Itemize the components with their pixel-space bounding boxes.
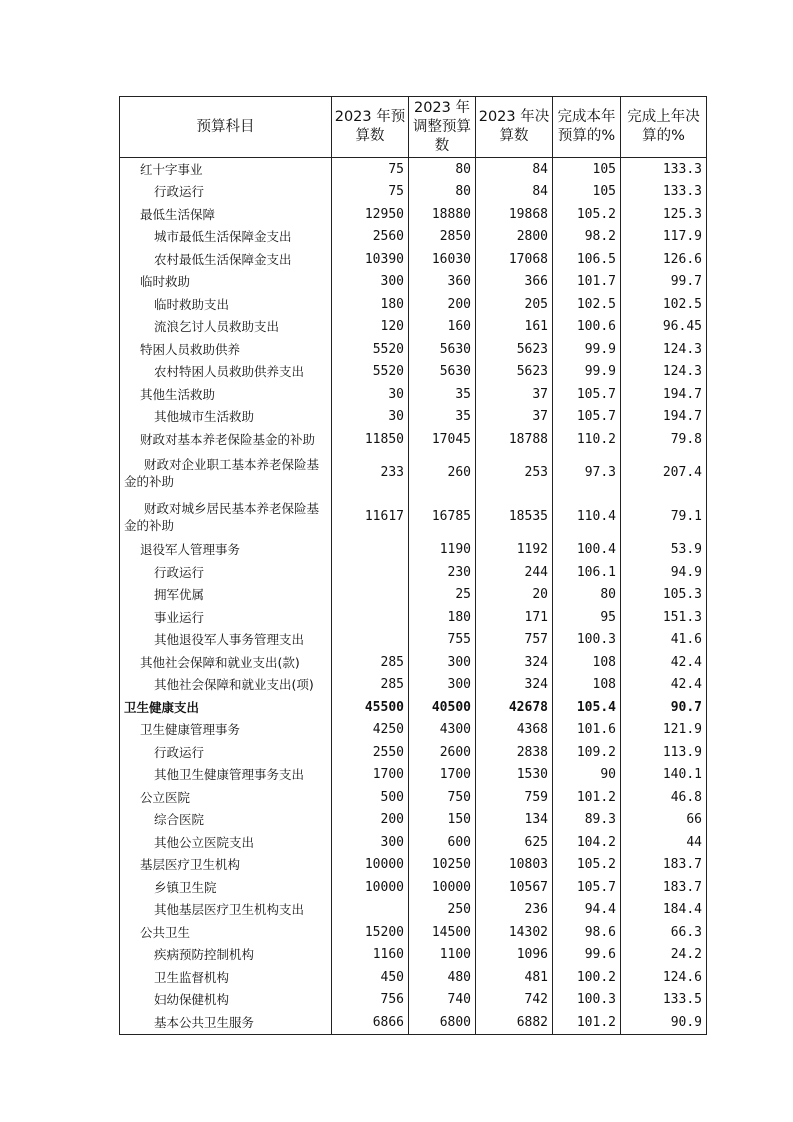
row-subject: 其他社会保障和就业支出(款)	[120, 651, 332, 674]
cell-rate-last: 113.9	[621, 741, 707, 764]
header-row	[120, 97, 707, 158]
cell-rate-last: 79.1	[621, 495, 707, 539]
cell-rate-budget: 98.6	[553, 921, 621, 944]
cell-adjusted: 2600	[409, 741, 476, 764]
cell-rate-last: 184.4	[621, 899, 707, 922]
row-subject: 临时救助	[120, 271, 332, 294]
cell-final: 17068	[476, 248, 553, 271]
cell-rate-last: 102.5	[621, 293, 707, 316]
cell-budget: 6866	[332, 1011, 409, 1034]
row-subject: 卫生健康支出	[120, 696, 332, 719]
row-subject: 农村最低生活保障金支出	[120, 248, 332, 271]
cell-final: 4368	[476, 719, 553, 742]
cell-rate-last: 66	[621, 809, 707, 832]
cell-budget: 5520	[332, 361, 409, 384]
cell-rate-budget: 105	[553, 158, 621, 181]
cell-rate-budget: 105.2	[553, 854, 621, 877]
cell-final: 236	[476, 899, 553, 922]
cell-adjusted: 16785	[409, 495, 476, 539]
cell-rate-budget: 110.2	[553, 428, 621, 451]
cell-final: 42678	[476, 696, 553, 719]
cell-rate-last: 99.7	[621, 271, 707, 294]
cell-final: 1096	[476, 944, 553, 967]
table-row	[120, 786, 707, 809]
cell-rate-last: 124.3	[621, 338, 707, 361]
cell-final: 10803	[476, 854, 553, 877]
cell-rate-last: 105.3	[621, 584, 707, 607]
cell-rate-last: 90.7	[621, 696, 707, 719]
table-row	[120, 1011, 707, 1034]
cell-adjusted: 10250	[409, 854, 476, 877]
table-row	[120, 561, 707, 584]
cell-rate-last: 133.3	[621, 181, 707, 204]
cell-adjusted: 80	[409, 158, 476, 181]
cell-rate-budget: 106.1	[553, 561, 621, 584]
cell-rate-budget: 105	[553, 181, 621, 204]
cell-final: 134	[476, 809, 553, 832]
table-row	[120, 584, 707, 607]
table-row	[120, 203, 707, 226]
cell-budget: 15200	[332, 921, 409, 944]
cell-rate-last: 41.6	[621, 629, 707, 652]
cell-adjusted: 5630	[409, 361, 476, 384]
cell-rate-budget: 99.6	[553, 944, 621, 967]
row-subject: 综合医院	[120, 809, 332, 832]
cell-adjusted: 5630	[409, 338, 476, 361]
table-row	[120, 406, 707, 429]
cell-budget: 285	[332, 674, 409, 697]
header-rate-last: 完成上年决算的%	[621, 97, 707, 158]
row-subject: 公共卫生	[120, 921, 332, 944]
cell-final: 20	[476, 584, 553, 607]
cell-adjusted: 260	[409, 451, 476, 495]
cell-rate-last: 46.8	[621, 786, 707, 809]
cell-budget: 10000	[332, 876, 409, 899]
cell-rate-last: 140.1	[621, 764, 707, 787]
cell-budget: 500	[332, 786, 409, 809]
cell-adjusted: 18880	[409, 203, 476, 226]
cell-adjusted: 1190	[409, 539, 476, 562]
row-subject: 基层医疗卫生机构	[120, 854, 332, 877]
cell-rate-last: 151.3	[621, 606, 707, 629]
cell-adjusted: 10000	[409, 876, 476, 899]
table-row	[120, 966, 707, 989]
cell-rate-budget: 100.3	[553, 629, 621, 652]
cell-rate-last: 125.3	[621, 203, 707, 226]
cell-final: 625	[476, 831, 553, 854]
row-subject: 其他公立医院支出	[120, 831, 332, 854]
row-subject: 卫生健康管理事务	[120, 719, 332, 742]
header-rate-budget: 完成本年预算的%	[553, 97, 621, 158]
table-row	[120, 719, 707, 742]
table-body	[120, 158, 707, 1035]
cell-rate-last: 207.4	[621, 451, 707, 495]
cell-budget: 30	[332, 383, 409, 406]
cell-rate-last: 79.8	[621, 428, 707, 451]
cell-budget: 120	[332, 316, 409, 339]
cell-rate-last: 194.7	[621, 406, 707, 429]
cell-rate-budget: 110.4	[553, 495, 621, 539]
table-header	[120, 97, 707, 158]
table-row	[120, 158, 707, 181]
table-row	[120, 651, 707, 674]
cell-final: 205	[476, 293, 553, 316]
header-adjusted: 2023 年调整预算数	[409, 97, 476, 158]
table-row	[120, 361, 707, 384]
row-subject: 行政运行	[120, 741, 332, 764]
cell-budget: 4250	[332, 719, 409, 742]
cell-rate-budget: 106.5	[553, 248, 621, 271]
cell-rate-budget: 105.7	[553, 383, 621, 406]
cell-adjusted: 1100	[409, 944, 476, 967]
table-row	[120, 876, 707, 899]
cell-budget	[332, 561, 409, 584]
table-row	[120, 696, 707, 719]
cell-rate-budget: 99.9	[553, 361, 621, 384]
table-row	[120, 539, 707, 562]
cell-rate-last: 183.7	[621, 876, 707, 899]
row-subject: 妇幼保健机构	[120, 989, 332, 1012]
cell-final: 759	[476, 786, 553, 809]
cell-adjusted: 200	[409, 293, 476, 316]
row-subject: 其他生活救助	[120, 383, 332, 406]
cell-adjusted: 40500	[409, 696, 476, 719]
cell-final: 2838	[476, 741, 553, 764]
row-subject: 疾病预防控制机构	[120, 944, 332, 967]
row-subject: 其他基层医疗卫生机构支出	[120, 899, 332, 922]
table-row	[120, 606, 707, 629]
row-subject: 其他卫生健康管理事务支出	[120, 764, 332, 787]
cell-final: 6882	[476, 1011, 553, 1034]
table-row	[120, 854, 707, 877]
cell-final: 84	[476, 181, 553, 204]
cell-final: 1530	[476, 764, 553, 787]
row-subject: 乡镇卫生院	[120, 876, 332, 899]
budget-table	[119, 96, 707, 1035]
cell-rate-budget: 102.5	[553, 293, 621, 316]
header-budget: 2023 年预算数	[332, 97, 409, 158]
cell-adjusted: 300	[409, 651, 476, 674]
cell-budget: 233	[332, 451, 409, 495]
cell-rate-budget: 100.4	[553, 539, 621, 562]
cell-final: 244	[476, 561, 553, 584]
table-row	[120, 316, 707, 339]
cell-budget: 2560	[332, 226, 409, 249]
row-subject: 退役军人管理事务	[120, 539, 332, 562]
cell-budget: 10000	[332, 854, 409, 877]
cell-budget: 285	[332, 651, 409, 674]
cell-final: 5623	[476, 361, 553, 384]
cell-rate-last: 24.2	[621, 944, 707, 967]
cell-rate-budget: 99.9	[553, 338, 621, 361]
cell-final: 10567	[476, 876, 553, 899]
table-row	[120, 338, 707, 361]
cell-final: 18535	[476, 495, 553, 539]
cell-rate-last: 183.7	[621, 854, 707, 877]
cell-final: 84	[476, 158, 553, 181]
cell-rate-last: 90.9	[621, 1011, 707, 1034]
cell-final: 37	[476, 406, 553, 429]
cell-final: 481	[476, 966, 553, 989]
cell-budget	[332, 606, 409, 629]
cell-rate-budget: 90	[553, 764, 621, 787]
cell-adjusted: 750	[409, 786, 476, 809]
cell-budget	[332, 899, 409, 922]
cell-adjusted: 600	[409, 831, 476, 854]
cell-rate-budget: 108	[553, 674, 621, 697]
row-subject: 卫生监督机构	[120, 966, 332, 989]
cell-budget: 75	[332, 158, 409, 181]
cell-rate-last: 44	[621, 831, 707, 854]
cell-budget: 2550	[332, 741, 409, 764]
cell-rate-budget: 105.7	[553, 406, 621, 429]
cell-adjusted: 250	[409, 899, 476, 922]
cell-rate-last: 94.9	[621, 561, 707, 584]
cell-adjusted: 80	[409, 181, 476, 204]
cell-rate-last: 117.9	[621, 226, 707, 249]
cell-final: 2800	[476, 226, 553, 249]
cell-rate-budget: 100.2	[553, 966, 621, 989]
row-subject: 农村特困人员救助供养支出	[120, 361, 332, 384]
cell-rate-budget: 101.2	[553, 1011, 621, 1034]
cell-rate-budget: 100.6	[553, 316, 621, 339]
cell-rate-last: 66.3	[621, 921, 707, 944]
cell-final: 742	[476, 989, 553, 1012]
cell-final: 171	[476, 606, 553, 629]
cell-budget: 756	[332, 989, 409, 1012]
cell-rate-last: 53.9	[621, 539, 707, 562]
table-row	[120, 741, 707, 764]
cell-rate-last: 126.6	[621, 248, 707, 271]
cell-rate-budget: 105.4	[553, 696, 621, 719]
row-subject: 流浪乞讨人员救助支出	[120, 316, 332, 339]
cell-budget: 200	[332, 809, 409, 832]
cell-rate-budget: 101.6	[553, 719, 621, 742]
cell-budget: 11850	[332, 428, 409, 451]
cell-rate-last: 133.5	[621, 989, 707, 1012]
cell-adjusted: 180	[409, 606, 476, 629]
row-subject: 行政运行	[120, 181, 332, 204]
cell-rate-last: 124.3	[621, 361, 707, 384]
cell-final: 19868	[476, 203, 553, 226]
table-row	[120, 989, 707, 1012]
cell-budget: 1700	[332, 764, 409, 787]
row-subject: 临时救助支出	[120, 293, 332, 316]
row-subject: 财政对基本养老保险基金的补助	[120, 428, 332, 451]
cell-rate-budget: 105.2	[553, 203, 621, 226]
cell-rate-budget: 95	[553, 606, 621, 629]
cell-budget: 300	[332, 271, 409, 294]
cell-adjusted: 14500	[409, 921, 476, 944]
cell-rate-budget: 101.7	[553, 271, 621, 294]
row-subject: 事业运行	[120, 606, 332, 629]
cell-rate-last: 42.4	[621, 651, 707, 674]
cell-rate-budget: 80	[553, 584, 621, 607]
table-row	[120, 181, 707, 204]
cell-adjusted: 160	[409, 316, 476, 339]
cell-adjusted: 755	[409, 629, 476, 652]
cell-budget: 12950	[332, 203, 409, 226]
cell-final: 253	[476, 451, 553, 495]
cell-budget: 300	[332, 831, 409, 854]
table-row	[120, 428, 707, 451]
cell-adjusted: 16030	[409, 248, 476, 271]
row-subject: 最低生活保障	[120, 203, 332, 226]
cell-budget: 30	[332, 406, 409, 429]
cell-budget: 75	[332, 181, 409, 204]
cell-adjusted: 6800	[409, 1011, 476, 1034]
cell-adjusted: 35	[409, 383, 476, 406]
cell-final: 37	[476, 383, 553, 406]
cell-rate-budget: 104.2	[553, 831, 621, 854]
cell-adjusted: 740	[409, 989, 476, 1012]
cell-budget: 45500	[332, 696, 409, 719]
cell-rate-budget: 101.2	[553, 786, 621, 809]
cell-rate-budget: 94.4	[553, 899, 621, 922]
table-row	[120, 451, 707, 495]
row-subject: 特困人员救助供养	[120, 338, 332, 361]
cell-adjusted: 360	[409, 271, 476, 294]
cell-adjusted: 25	[409, 584, 476, 607]
cell-final: 5623	[476, 338, 553, 361]
cell-final: 161	[476, 316, 553, 339]
row-subject: 公立医院	[120, 786, 332, 809]
table-row	[120, 921, 707, 944]
table-row	[120, 383, 707, 406]
cell-adjusted: 35	[409, 406, 476, 429]
cell-rate-budget: 105.7	[553, 876, 621, 899]
table-row	[120, 899, 707, 922]
row-subject: 财政对企业职工基本养老保险基金的补助	[120, 451, 332, 495]
cell-rate-last: 121.9	[621, 719, 707, 742]
table-row	[120, 226, 707, 249]
cell-adjusted: 4300	[409, 719, 476, 742]
row-subject: 行政运行	[120, 561, 332, 584]
cell-adjusted: 230	[409, 561, 476, 584]
cell-budget: 11617	[332, 495, 409, 539]
table-row	[120, 809, 707, 832]
table-row	[120, 764, 707, 787]
cell-final: 324	[476, 651, 553, 674]
table-row	[120, 293, 707, 316]
cell-adjusted: 2850	[409, 226, 476, 249]
cell-budget: 1160	[332, 944, 409, 967]
cell-adjusted: 1700	[409, 764, 476, 787]
cell-rate-budget: 89.3	[553, 809, 621, 832]
cell-rate-last: 124.6	[621, 966, 707, 989]
cell-rate-budget: 97.3	[553, 451, 621, 495]
cell-final: 366	[476, 271, 553, 294]
row-subject: 拥军优属	[120, 584, 332, 607]
row-subject: 其他社会保障和就业支出(项)	[120, 674, 332, 697]
cell-rate-budget: 109.2	[553, 741, 621, 764]
cell-rate-last: 133.3	[621, 158, 707, 181]
header-final: 2023 年决算数	[476, 97, 553, 158]
cell-final: 757	[476, 629, 553, 652]
cell-final: 18788	[476, 428, 553, 451]
cell-final: 14302	[476, 921, 553, 944]
cell-rate-last: 194.7	[621, 383, 707, 406]
row-subject: 其他城市生活救助	[120, 406, 332, 429]
table-row	[120, 629, 707, 652]
cell-budget	[332, 629, 409, 652]
table-row	[120, 248, 707, 271]
row-subject: 其他退役军人事务管理支出	[120, 629, 332, 652]
cell-final: 1192	[476, 539, 553, 562]
cell-adjusted: 480	[409, 966, 476, 989]
table-row	[120, 944, 707, 967]
cell-final: 324	[476, 674, 553, 697]
cell-rate-last: 96.45	[621, 316, 707, 339]
cell-budget: 5520	[332, 338, 409, 361]
cell-budget	[332, 584, 409, 607]
cell-adjusted: 150	[409, 809, 476, 832]
row-subject: 红十字事业	[120, 158, 332, 181]
table-row	[120, 271, 707, 294]
cell-rate-budget: 100.3	[553, 989, 621, 1012]
cell-budget: 450	[332, 966, 409, 989]
row-subject: 城市最低生活保障金支出	[120, 226, 332, 249]
table-row	[120, 831, 707, 854]
cell-budget: 10390	[332, 248, 409, 271]
cell-budget	[332, 539, 409, 562]
cell-adjusted: 300	[409, 674, 476, 697]
table-row	[120, 674, 707, 697]
row-subject: 基本公共卫生服务	[120, 1011, 332, 1034]
cell-rate-last: 42.4	[621, 674, 707, 697]
cell-adjusted: 17045	[409, 428, 476, 451]
cell-rate-budget: 98.2	[553, 226, 621, 249]
row-subject: 财政对城乡居民基本养老保险基金的补助	[120, 495, 332, 539]
cell-rate-budget: 108	[553, 651, 621, 674]
header-subject: 预算科目	[120, 97, 332, 158]
table-row	[120, 495, 707, 539]
cell-budget: 180	[332, 293, 409, 316]
